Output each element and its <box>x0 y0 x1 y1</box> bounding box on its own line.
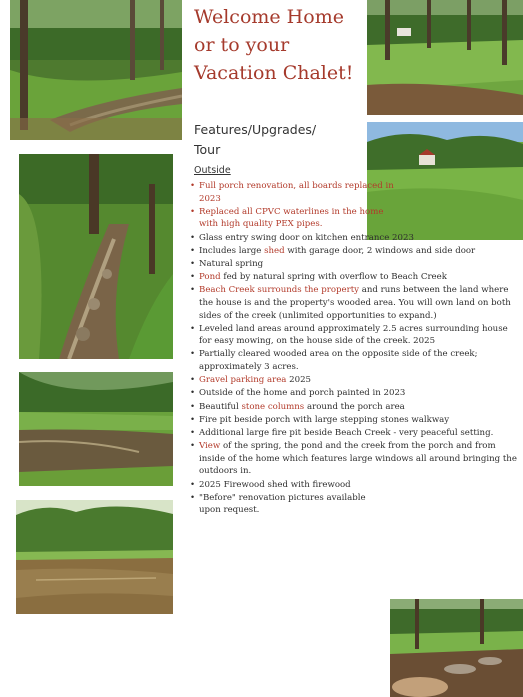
list-item: • Outside of the home and porch painted in 2023 <box>190 387 522 400</box>
list-item: • Full porch renovation, all boards replaced in 2023 <box>190 180 395 205</box>
list-item: • Beach Creek surrounds the property and runs between the land where the house is and the property's wooded area. You will own land on both sides of the creek (unlimited opportunities to expand.) <box>190 284 522 322</box>
photo-creek-woods <box>10 0 182 140</box>
photo-pond <box>19 372 173 486</box>
features-heading-line-2: Tour <box>194 142 221 157</box>
title-line-2: or to your <box>194 34 290 56</box>
title-line-1: Welcome Home <box>194 6 344 28</box>
list-item: • Beautiful stone columns around the porch area <box>190 401 522 414</box>
list-item: • Natural spring <box>190 258 522 271</box>
features-list <box>190 180 522 518</box>
list-item: • View of the spring, the pond and the creek from the porch and from inside of the home which features large windows all around bringing the outdoors in. <box>190 440 522 478</box>
list-item: • Replaced all CPVC waterlines in the home with high quality PEX pipes. <box>190 206 395 231</box>
photo-stepping-stones <box>390 599 523 697</box>
list-item: • Pond fed by natural spring with overflow to Beach Creek <box>190 271 522 284</box>
list-item: • Leveled land areas around approximately 2.5 acres surrounding house for easy mowing, on the house side of the creek. 2025 <box>190 323 522 348</box>
photo-pond-trees <box>16 500 173 614</box>
list-item: • "Before" renovation pictures available upon request. <box>190 492 388 517</box>
title-line-3: Vacation Chalet! <box>194 62 354 84</box>
list-item: • Fire pit beside porch with large stepping stones walkway <box>190 414 522 427</box>
list-item: • Additional large fire pit beside Beach Creek - very peaceful setting. <box>190 427 522 440</box>
features-heading <box>194 120 316 160</box>
section-label-outside: Outside <box>194 165 231 176</box>
features-heading-line-1: Features/Upgrades/ <box>194 122 317 137</box>
photo-lawn-trees <box>367 0 523 115</box>
list-item: • Glass entry swing door on kitchen entrance 2023 <box>190 232 522 245</box>
list-item: • Includes large shed with garage door, 2 windows and side door <box>190 245 522 258</box>
page-title <box>194 3 366 87</box>
list-item: • Partially cleared wooded area on the opposite side of the creek; approximately 3 acres. <box>190 348 522 373</box>
photo-creek-rocks <box>19 154 173 359</box>
list-item: • 2025 Firewood shed with firewood <box>190 479 388 492</box>
list-item: • Gravel parking area 2025 <box>190 374 522 387</box>
